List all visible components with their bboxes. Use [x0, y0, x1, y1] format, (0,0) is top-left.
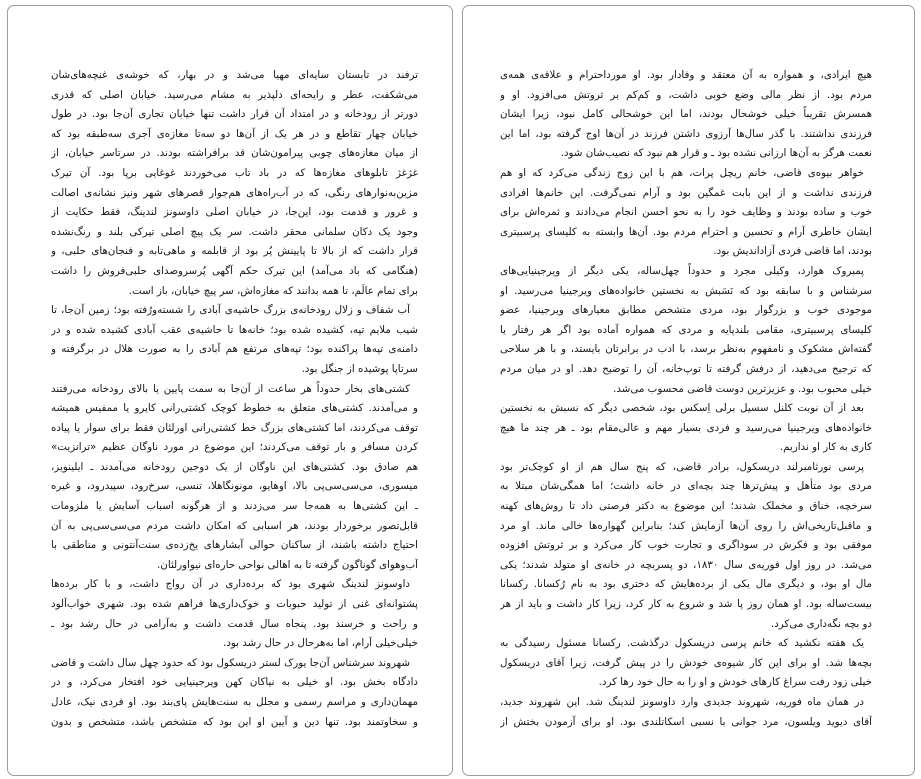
text-line: یک هفته نکشید که خانم پرسی دریسکول درگذشت. رکسانا مسئول رسیدگی به [500, 637, 864, 650]
text-line: آقای دیوید ویلسون، مرد جوانی با نسبی اسکاتلندی بود. او برای آزمودن بختش از [500, 715, 872, 728]
text-line: خواهر بیوه‌ی قاضی، خانم ریچل پرات، هم با این زوج زندگی می‌کرد که او هم [500, 166, 864, 179]
text-line: دو بچه نگه‌داری می‌کرد. [770, 617, 872, 630]
text-line: خیلی‌خیلی آرام، اما به‌هرحال در حال رشد بود. [223, 637, 418, 650]
text-line: می‌شکفت، عطر و رایحه‌ای دلپذیر به مشام می‌رسید. خیابان اصلی که قدری [51, 88, 418, 101]
text-line: و ماقبل‌تاریخی‌اش را روی آن‌ها آزمایش کند؛ بنابراین گهواره‌ها خالی ماند. او مرد [500, 519, 872, 532]
text-line: ـ این کشتی‌ها به همه‌جا سر می‌زدند و از هرگونه اسباب آسایش یا ملزومات [51, 500, 418, 513]
text-line: پشتوانه‌ای غنی از تولید حبوبات و خوک‌داری‌ها فراهم شده بود. شهری خواب‌آلود [51, 598, 418, 611]
text-line: قابل‌تصور برخوردار بودند، هر اسبابی که امکان داشت مردم می‌سی‌سی‌پی به آن [51, 519, 418, 532]
text-line: (هنگامی که باد می‌آمد) این تیرک حکم آگهی پُرسروصدای حلبی‌فروش را داشت [51, 264, 418, 277]
text-line: سرشناس و با سابقه بود که نَسَبش به نخستین خانواده‌های ویرجینیا می‌رسید. او [500, 284, 872, 297]
text-line: بچه‌ها شد. او برای این کار شیوه‌ی خودش را در پیش گرفت، زیرا آقای دریسکول [500, 656, 872, 669]
right-page [462, 5, 915, 776]
text-line: مردم بود. از نظر مالی وضع خوبی داشت، و کم‌کم بر ثروتش می‌افزود. او و [500, 88, 872, 101]
text-line: سرتاپا پوشیده از جنگل بود. [301, 362, 418, 375]
left-page [7, 5, 453, 776]
text-line: شهروند سرشناس آن‌جا یورک لستر دریسکول بود که حدود چهل سال داشت و قاضی [51, 656, 410, 669]
text-line: پرسی نورثامبرلند دریسکول، برادر قاضی، که پنج سال هم از او کوچک‌تر بود [500, 460, 864, 473]
text-line: خیابان چهار تقاطع و در هر یک از آن‌ها دو سه‌تا مغازه‌ی آجری سه‌طبقه بود که [51, 127, 418, 140]
text-line: پمبروک هوارد، وکیلی مجرد و حدوداً چهل‌ساله، یکی دیگر از ویرجینیایی‌های [500, 264, 864, 277]
text-line: کاری به کار او نداریم. [779, 441, 872, 454]
text-line: مزین‌به‌نوارهای رنگی، که در آب‌راه‌های هم‌جوار قصرهای شهر ونیز نشانه‌ی اصالت [51, 186, 418, 199]
text-line: در همان ماه فوریه، شهروند جدیدی وارد داوسونز لندینگ شد. این شهروند جدید، [500, 696, 864, 708]
text-line: فرزندی نداشت و از این بابت غمگین بود و آرام نمی‌گرفت. این خانم‌ها افرادی [500, 186, 872, 199]
text-line: نعمت هرگز به آن‌ها ارزانی نشده بود ـ و قرار هم نبود که نصیب‌شان شود. [560, 147, 872, 160]
text-line: خیلی زود رفت سراغ کارهای خودش و او را به حال خود رها کرد. [598, 676, 872, 689]
text-line: سرخچه، خناق و مخملک شدند؛ این موضوع به دکتر فرصتی داد تا روش‌های کهنه [500, 500, 872, 513]
text-line: کلیسای پرسبیتری، مقامی بلندپایه و مردی که همواره آماده بود اگر هر رفتار یا [500, 323, 872, 336]
text-line: میسوری، می‌سی‌سی‌پی بالا، اوهایو، مونونگاهلا، تنسی، سرخ‌رود، سپیدرود، و غیره [51, 480, 418, 493]
text-line: مهمان‌داری و مراسم رسمی و مجلل به سنت‌هایش پای‌بند بود. او فردی نیک، عادل [51, 696, 418, 708]
text-line: و سخاوتمند بود. تنها دین و آیین او این بود که متشخص باشد، متشخص و بدون [51, 715, 418, 728]
text-line: و غرور و قدمت بود، این‌جا، در خیابان اصلی داوسونز لندینگ، فقط حکایت از [51, 206, 418, 219]
text-line: داوسونز لندینگ شهری بود که برده‌داری در آن رواج داشت، و با کار برده‌ها [51, 578, 410, 591]
text-line: کردن مسافر و بار توقف می‌کردند؛ این موضوع در مورد ناوگان عظیم «ترانزیت» [51, 441, 418, 454]
text-line: دامنه‌ی تپه‌ها پراکنده بود؛ تپه‌های مرتفع هم آبادی را به صورت هلال در برگرفته و [51, 343, 418, 356]
text-line: موجودی خوب و بزرگوار بود، مردی متشخص مطابق معیارهای ویرجینیا، عضو [500, 304, 872, 317]
text-line: خوب و ساده بودند و وظایف خود را به نحو احسن انجام می‌دادند و ثمره‌اش برای [500, 206, 872, 219]
text-line: برای تمام عالَم، تا همه بدانند که مغازه‌اش، سر پیچ خیابان، باز است. [128, 284, 418, 297]
text-line: همسرش تقریباً خیلی خوشحال بودند، اما این خوشحالی کامل نبود، زیرا ایشان [500, 108, 872, 121]
text-line: بعد از آن نوبت کلنل سسیل برلی اِسکس بود، شخصی دیگر که نسبش به نخستین [500, 402, 864, 415]
text-line: که ترجیح می‌دهید، از درفش گرفته تا توپ‌خانه، آن را توضیح دهد. او در میان مردم [500, 362, 872, 375]
text-line: قرار داشت که از بالا تا پایینش پُر بود از قابلمه و ماهی‌تابه و فنجان‌های حلبی، و [51, 245, 418, 258]
text-line: مردی بود متأهل و پیش‌ترها چند بچه‌ای در خانه داشت؛ اما همگی‌شان مبتلا به [500, 480, 872, 493]
text-line: ترفند در تابستان سایه‌ای مهیا می‌شد و در بهار، که خوشه‌ی غنچه‌های‌شان [51, 69, 418, 81]
text-line: موفقی بود و فکرش در سوداگری و تجارت خوب کار می‌کرد و بر ثروتش افزوده [500, 539, 872, 552]
text-line: از میان مغازه‌های چوبی پیرامون‌شان قد برافراشته بودند. در سرتاسر خیابان، از [51, 147, 418, 160]
text-line: غژغژ تابلوهای مغازه‌ها که در باد تاب می‌خوردند غوغایی برپا بود. آن تیرک [51, 166, 418, 179]
text-line: گفته‌اش مشکوک و نامفهوم به‌نظر برسد، با ادب در برابرتان بایستد، و با هر سلاحی [500, 343, 872, 356]
text-line: و راحت و خرسند بود. پنجاه سال قدمت داشت و به‌آرامی در حال رشد بود ـ [51, 617, 418, 630]
text-line: کشتی‌های بخار حدوداً هر ساعت از آن‌جا به سمت پایین یا بالای رودخانه می‌رفتند [51, 382, 410, 395]
text-line: هم صادق بود. کشتی‌های این ناوگان از یک دوجین رودخانه می‌آمدند ـ ایلینویز، [51, 460, 418, 473]
text-line: شیب ملایم تپه، کشیده شده بود؛ خانه‌ها تا حاشیه‌ی عقب آبادی کشیده شده و در [51, 323, 418, 336]
text-line: مال او بود، و دیگری مال یکی از برده‌هایش که دختری بود به نام رُکسانا. رکسانا [500, 578, 872, 591]
text-line: آب شفاف و زلال رودخانه‌ی بزرگ حاشیه‌ی آبادی را شسته‌ورُفته بود؛ زمین آن‌جا، تا [51, 304, 410, 317]
page-text [500, 66, 872, 732]
text-line: وجود یک دکان سلمانی محقر داشت. سر یک پیچ اصلی تیرکی بلند و رنگ‌نشده [51, 225, 418, 238]
text-line: آب‌وهوای گوناگون گرفته تا به اهالی نواحی حاره‌ای نیواورلئان. [157, 558, 418, 571]
text-line: خیلی محبوب بود. و عزیزترین دوست قاضی محسوب می‌شد. [613, 382, 872, 395]
text-line: فرزندی نداشتند. با گذر سال‌ها آرزوی داشتن فرزند در آن‌ها اوج گرفته بود، اما این [500, 127, 872, 140]
text-line: بیست‌ساله بود. او همان روز پا شد و شروع به کار کرد، زیرا کار داشت و باید از هر [500, 598, 872, 611]
text-line: هیچ ایرادی، و همواره به آن معتقد و وفادار بود. او مورداحترام و علاقه‌ی همه‌ی [500, 69, 872, 81]
text-line: احتیاج داشته باشند، از ساکنان حوالی آبشارهای یخ‌زده‌ی سنت‌آنتونی و مناطقی با [51, 539, 418, 552]
text-line: دادگاه بخش بود. او خیلی به نیاکان کهن ویرجینیایی خود افتخار می‌کرد، و در [51, 676, 418, 689]
text-line: خانواده‌های ویرجینیا می‌رسید و فردی بسیار مهم و عالی‌مقام بود ـ هر چند ما هیچ [500, 421, 872, 434]
text-line: می‌شد. در روز اول فوریه‌ی سال ۱۸۳۰، دو پسربچه در خانه‌ی او متولد شدند؛ یکی [500, 558, 872, 571]
text-line: دورتر از رودخانه و در امتداد آن قرار داشت تنها خیابان تجاری آن‌جا بود. در طول [51, 108, 418, 121]
page-text [51, 66, 418, 732]
text-line: و می‌آمدند. کشتی‌های متعلق به خطوط کوچک کشتی‌رانی کایرو یا ممفیس همیشه [51, 402, 418, 415]
text-line: ایشان خاطری آرام و تحسین و احترام مردم بود. آن‌ها وابسته به کلیسای پرسبیتری [500, 225, 872, 238]
text-line: بودند، اما قاضی فردی آزاداندیش بود. [713, 245, 872, 258]
text-line: توقف می‌کردند، اما کشتی‌های بزرگ خط کشتی‌رانی اورلئان فقط برای سوار یا پیاده [51, 421, 418, 434]
